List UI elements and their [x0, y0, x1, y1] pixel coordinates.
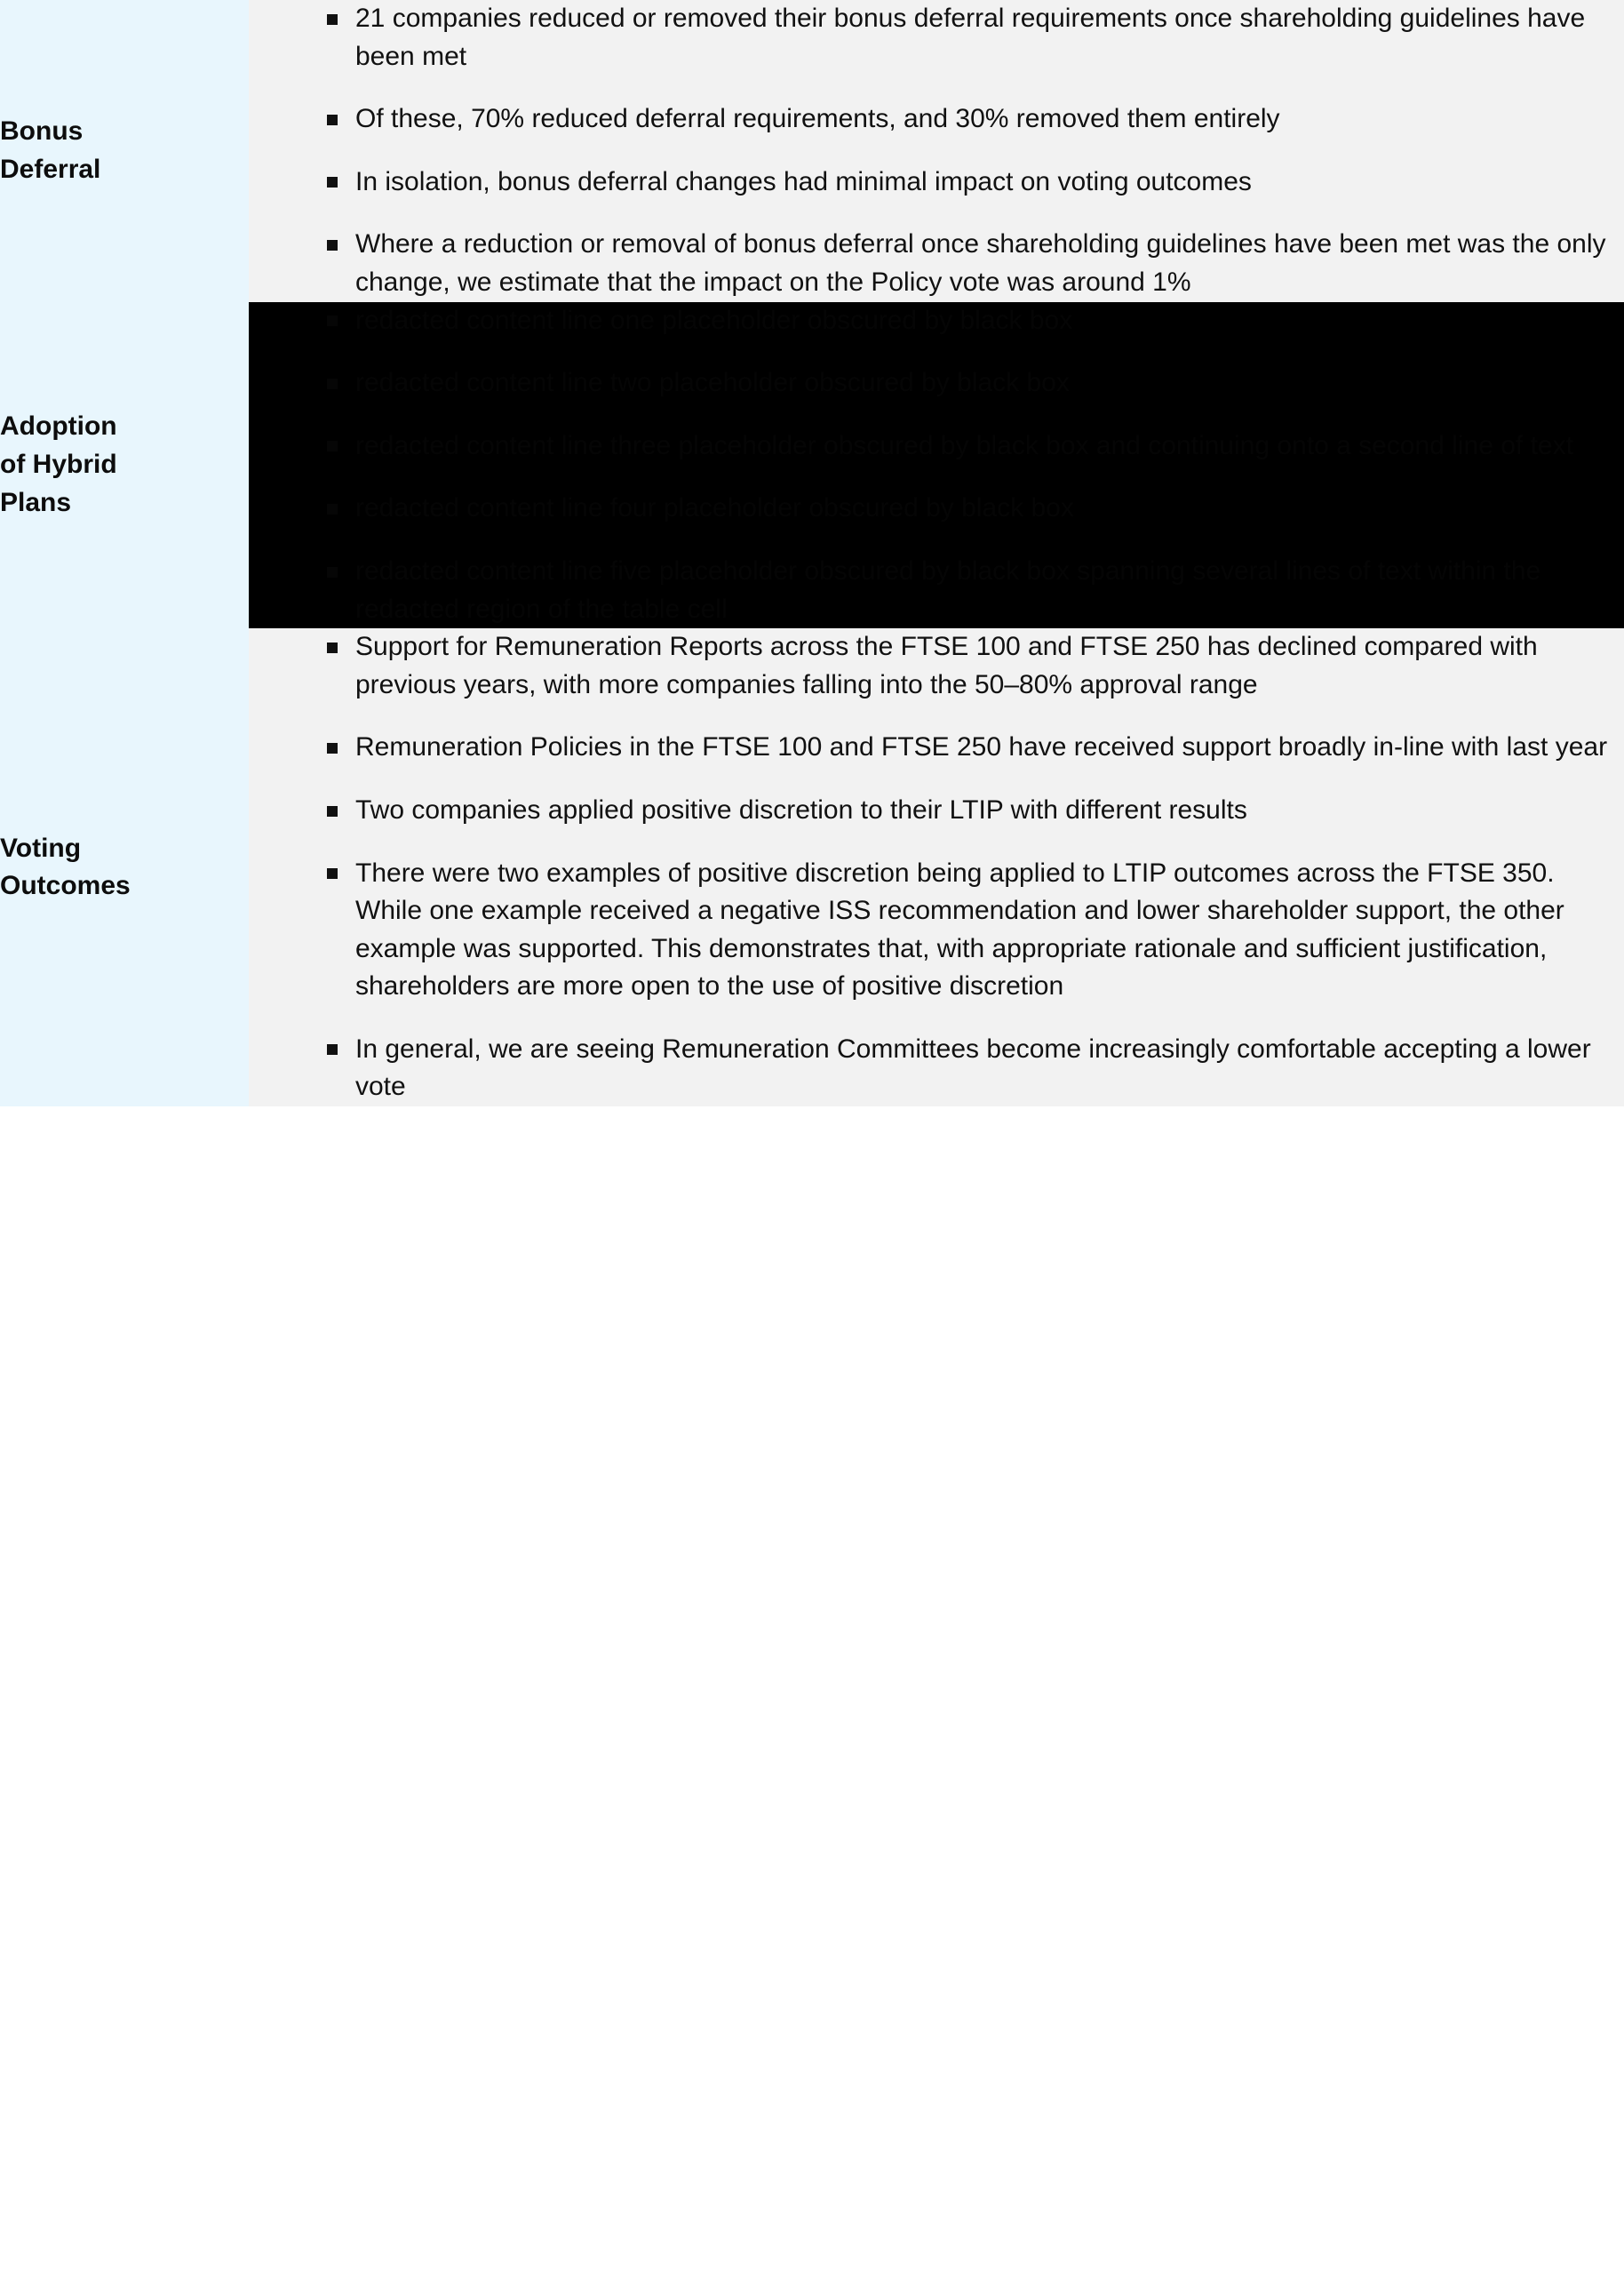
- square-bullet-icon: [327, 315, 338, 326]
- table-row: [0, 302, 1624, 629]
- row-label-line: Plans: [0, 487, 72, 517]
- list-item-text: Remuneration Policies in the FTSE 100 and FTSE 250 have received support broadly in-line with last year: [355, 732, 1608, 762]
- square-bullet-icon: [327, 504, 338, 515]
- list-item: [249, 364, 1624, 403]
- list-item: [249, 553, 1624, 628]
- row-label-bonus-deferral: [0, 0, 249, 302]
- row-label-line: Voting: [0, 833, 82, 863]
- list-item-text: redacted content line three placeholder obscured by black box and continuing onto a second line of text: [355, 430, 1573, 460]
- row-label-line: of Hybrid: [0, 450, 117, 480]
- list-item-text: redacted content line two placeholder obscured by black box: [355, 368, 1070, 398]
- list-item-text: Where a reduction or removal of bonus deferral once shareholding guidelines have been met was the only change, we estimate that the impact on the Policy vote was around 1%: [355, 229, 1606, 297]
- list-item: [249, 226, 1624, 301]
- row-label-line: Bonus: [0, 116, 84, 147]
- square-bullet-icon: [327, 743, 338, 754]
- list-item: [249, 100, 1624, 139]
- bullet-list: [249, 302, 1624, 629]
- list-item: [249, 427, 1624, 466]
- row-content-adoption-of-hybrid-plans-redacted: [249, 302, 1624, 629]
- list-item-text: In general, we are seeing Remuneration Committees become increasingly comfortable accepting a lower vote: [355, 1034, 1591, 1102]
- list-item: [249, 302, 1624, 340]
- square-bullet-icon: [327, 115, 338, 125]
- list-item-text: There were two examples of positive discretion being applied to LTIP outcomes across the FTSE 350. While one example received a negative ISS recommendation and lower shareholder support, the other example was supported. This demonstrates that, with appropriate rationale and sufficient justification, shareholders are more open to the use of positive discretion: [355, 858, 1564, 1002]
- list-item-text: Of these, 70% reduced deferral requirements, and 30% removed them entirely: [355, 104, 1280, 134]
- bullet-list: [249, 628, 1624, 1106]
- row-content-voting-outcomes: [249, 628, 1624, 1106]
- summary-matrix-table: [0, 0, 1624, 1106]
- list-item: [249, 729, 1624, 767]
- row-content-bonus-deferral: [249, 0, 1624, 302]
- list-item: [249, 628, 1624, 704]
- square-bullet-icon: [327, 177, 338, 188]
- row-label-line: Deferral: [0, 154, 101, 184]
- list-item-text: 21 companies reduced or removed their bonus deferral requirements once shareholding guidelines have been met: [355, 4, 1586, 71]
- square-bullet-icon: [327, 14, 338, 25]
- list-item-text: In isolation, bonus deferral changes had minimal impact on voting outcomes: [355, 166, 1252, 196]
- square-bullet-icon: [327, 567, 338, 578]
- list-item-text: redacted content line four placeholder obscured by black box: [355, 493, 1074, 523]
- list-item: [249, 1031, 1624, 1106]
- list-item-text: Support for Remuneration Reports across the FTSE 100 and FTSE 250 has declined compared with previous years, with more companies falling into the 50–80% approval range: [355, 632, 1538, 699]
- list-item-text: Two companies applied positive discretion to their LTIP with different results: [355, 794, 1247, 825]
- list-item-text: redacted content line five placeholder obscured by black box spanning several lines of text within the redacted region of the table cell: [355, 555, 1541, 624]
- list-item: [249, 855, 1624, 1006]
- bullet-list: [249, 0, 1624, 302]
- list-item: [249, 792, 1624, 830]
- square-bullet-icon: [327, 1044, 338, 1055]
- list-item-text: redacted content line one placeholder obscured by black box: [355, 305, 1073, 335]
- square-bullet-icon: [327, 643, 338, 653]
- square-bullet-icon: [327, 379, 338, 389]
- square-bullet-icon: [327, 806, 338, 817]
- row-label-voting-outcomes: [0, 628, 249, 1106]
- list-item: [249, 490, 1624, 528]
- table-row: [0, 628, 1624, 1106]
- table-row: [0, 0, 1624, 302]
- square-bullet-icon: [327, 441, 338, 451]
- row-label-line: Outcomes: [0, 871, 131, 901]
- square-bullet-icon: [327, 868, 338, 879]
- list-item: [249, 0, 1624, 76]
- row-label-line: Adoption: [0, 411, 117, 442]
- row-label-adoption-of-hybrid-plans: [0, 302, 249, 629]
- list-item: [249, 164, 1624, 202]
- square-bullet-icon: [327, 240, 338, 251]
